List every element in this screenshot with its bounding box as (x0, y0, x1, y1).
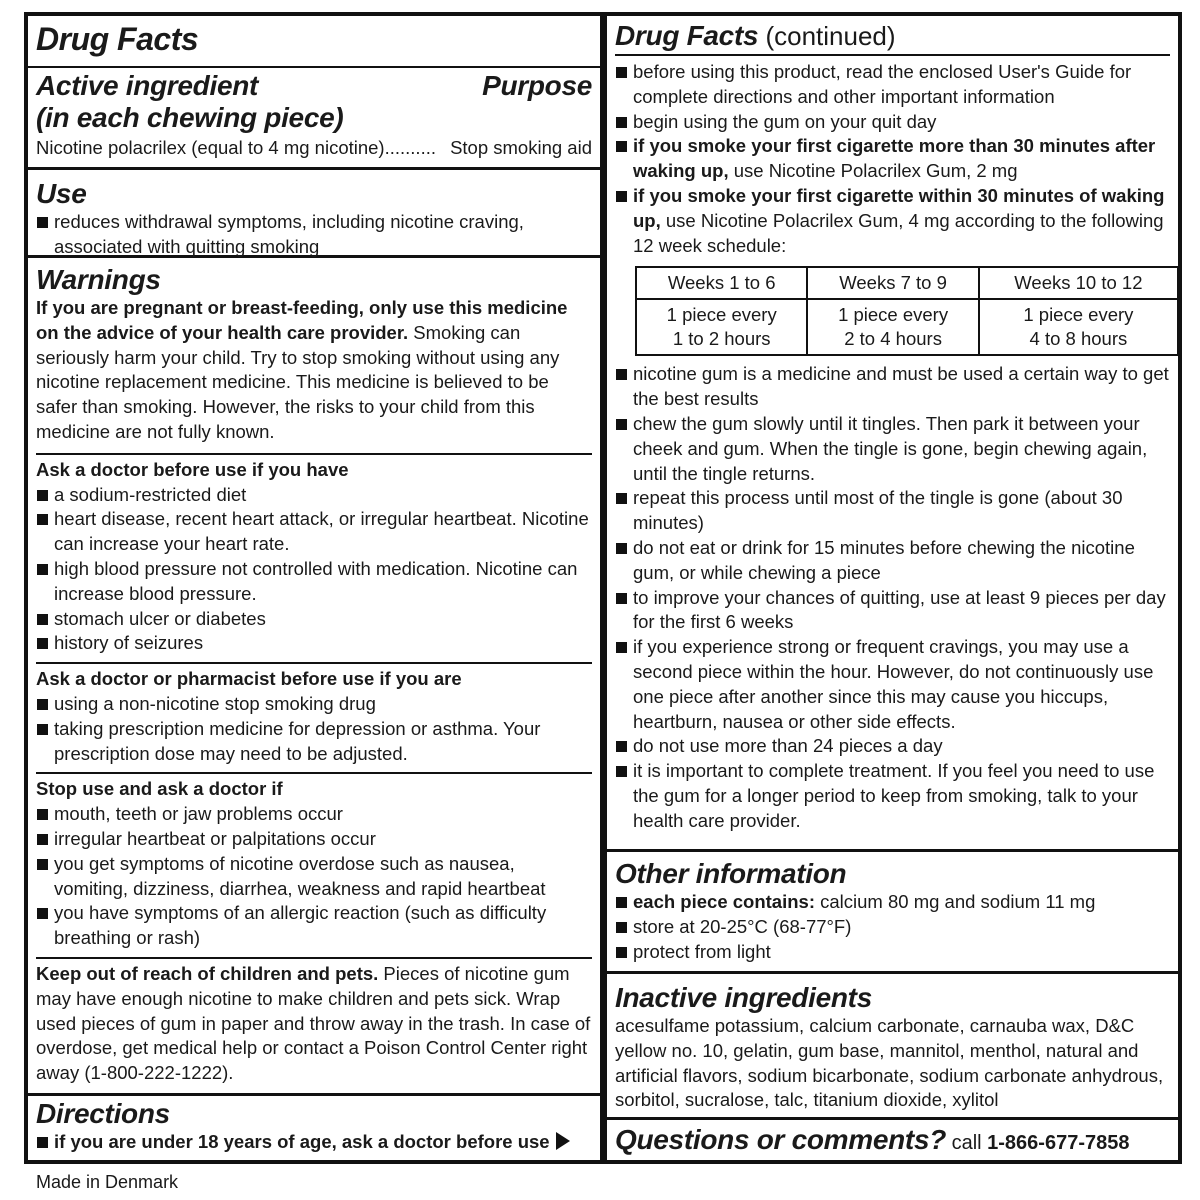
list-item: history of seizures (36, 631, 592, 656)
list-item: do not eat or drink for 15 minutes before chewing the nicotine gum, or while chewing a piece (615, 536, 1170, 586)
list-item: before using this product, read the enclosed User's Guide for complete directions and other important information (615, 60, 1170, 110)
stop-use-heading: Stop use and ask a doctor if (36, 778, 283, 800)
ingredient-name: Nicotine polacrilex (equal to 4 mg nicotine) (36, 137, 385, 158)
list-item: to improve your chances of quitting, use at least 9 pieces per day for the first 6 weeks (615, 586, 1170, 636)
use-heading: Use (36, 178, 87, 209)
list-item-text: use Nicotine Polacrilex Gum, 2 mg (728, 160, 1018, 182)
keep-out-of-reach (36, 957, 592, 1086)
use-section (28, 170, 600, 258)
questions-section (607, 1120, 1178, 1156)
use-list (36, 210, 592, 260)
list-item: you have symptoms of an allergic reaction (such as difficulty breathing or rash) (36, 901, 592, 951)
list-item (36, 1130, 592, 1155)
active-ingredient-subheading: (in each chewing piece) (36, 102, 344, 133)
table-row (636, 299, 1178, 355)
ask-doctor-heading: Ask a doctor before use if you have (36, 458, 349, 480)
dosing-schedule-table (635, 266, 1179, 356)
leader-dots: .......... (384, 137, 436, 158)
continued-section (607, 16, 1178, 852)
stop-use-list (36, 802, 592, 951)
keep-out-of-reach-text: Pieces of nicotine gum may have enough nicotine to make children and pets sick. Wrap used pieces of gum in paper and throw away in the trash. In case of overdose, get medical help or contact a Poison Control Center right away (1-800-222-1222). (36, 962, 591, 1084)
list-item: high blood pressure not controlled with medication. Nicotine can increase blood pressure. (36, 557, 592, 607)
list-item (615, 890, 1170, 915)
list-item: it is important to complete treatment. If you feel you need to use the gum for a longer period to keep from smoking, talk to your health care provider. (615, 759, 1170, 833)
ingredient-purpose: Stop smoking aid (450, 137, 592, 158)
list-item-bold: each piece contains: (633, 891, 815, 912)
drug-facts-left-panel (24, 12, 604, 1164)
stop-use-block (36, 772, 592, 951)
list-item: mouth, teeth or jaw problems occur (36, 802, 592, 827)
continued-label: (continued) (758, 21, 896, 51)
other-information-section (607, 852, 1178, 974)
list-item: taking prescription medicine for depression or asthma. Your prescription dose may need to be adjusted. (36, 717, 592, 767)
ask-doctor-list (36, 483, 592, 657)
list-item-bold: if you smoke your first cigarette more than 30 minutes after waking up, (633, 135, 1156, 182)
list-item: begin using the gum on your quit day (615, 110, 1170, 135)
inactive-ingredients-text: acesulfame potassium, calcium carbonate, carnauba wax, D&C yellow no. 10, gelatin, gum base, mannitol, menthol, natural and artificial flavors, sodium bicarbonate, sodium carbonate anhydrous, sorbitol, sucralose, talc, titanium dioxide, xylitol (615, 1015, 1164, 1111)
ask-pharmacist-block (36, 662, 592, 766)
inactive-ingredients-heading: Inactive ingredients (615, 982, 872, 1013)
list-item: do not use more than 24 pieces a day (615, 734, 1170, 759)
call-label: call (946, 1132, 988, 1154)
ask-doctor-block (36, 453, 592, 656)
active-ingredient-section (28, 68, 600, 170)
list-item: nicotine gum is a medicine and must be used a certain way to get the best results (615, 362, 1170, 412)
directions-continued-list (615, 60, 1170, 258)
ask-pharmacist-list (36, 692, 592, 766)
list-item-text: calcium 80 mg and sodium 11 mg (814, 891, 1096, 912)
list-item-text: use Nicotine Polacrilex Gum, 4 mg according to the following 12 week schedule: (633, 209, 1164, 256)
table-header-row (636, 267, 1178, 299)
warnings-heading: Warnings (36, 264, 161, 295)
table-cell: 1 piece every 1 to 2 hours (636, 299, 807, 355)
drug-facts-continued-title: Drug Facts (615, 20, 759, 51)
list-item-bold: if you smoke your first cigarette within 30 minutes of waking up, (633, 184, 1165, 231)
phone-number: 1-866-677-7858 (987, 1132, 1130, 1154)
table-cell: 1 piece every 2 to 4 hours (807, 299, 978, 355)
directions-item: if you are under 18 years of age, ask a doctor before use (54, 1131, 550, 1152)
drug-facts-right-panel (604, 12, 1182, 1164)
table-header-cell: Weeks 1 to 6 (636, 267, 807, 299)
list-item: you get symptoms of nicotine overdose such as nausea, vomiting, dizziness, diarrhea, weakness and rapid heartbeat (36, 852, 592, 902)
table-header-cell: Weeks 7 to 9 (807, 267, 978, 299)
list-item: irregular heartbeat or palpitations occur (36, 827, 592, 852)
list-item: heart disease, recent heart attack, or irregular heartbeat. Nicotine can increase your heart rate. (36, 507, 592, 557)
list-item: a sodium-restricted diet (36, 483, 592, 508)
pregnancy-warning-bold: If you are pregnant or breast-feeding, only use this medicine on the advice of your health care provider. (36, 297, 568, 343)
directions-section (28, 1096, 600, 1155)
pregnancy-warning (36, 296, 592, 445)
list-item (615, 184, 1170, 258)
inactive-ingredients-section (607, 974, 1178, 1120)
ask-pharmacist-heading: Ask a doctor or pharmacist before use if you are (36, 668, 462, 690)
title-section (28, 16, 600, 68)
list-item: stomach ulcer or diabetes (36, 607, 592, 632)
other-information-heading: Other information (615, 858, 847, 889)
list-item: chew the gum slowly until it tingles. Then park it between your cheek and gum. When the tingle is gone, begin chewing again, until the tingle returns. (615, 412, 1170, 486)
made-in-label: Made in Denmark (36, 1172, 179, 1192)
active-ingredient-heading: Active ingredient (36, 70, 259, 101)
list-item: using a non-nicotine stop smoking drug (36, 692, 592, 717)
drug-facts-title: Drug Facts (36, 21, 199, 57)
ingredient-row (36, 136, 592, 161)
table-cell: 1 piece every 4 to 8 hours (979, 299, 1178, 355)
list-item: protect from light (615, 940, 1170, 965)
questions-heading: Questions or comments? (615, 1124, 947, 1155)
directions-list (36, 1130, 592, 1155)
list-item: store at 20-25°C (68-77°F) (615, 915, 1170, 940)
directions-heading: Directions (36, 1098, 170, 1129)
table-header-cell: Weeks 10 to 12 (979, 267, 1178, 299)
usage-instructions-list (615, 362, 1170, 833)
warnings-section (28, 258, 600, 1096)
keep-out-of-reach-bold: Keep out of reach of children and pets. (36, 962, 379, 984)
pregnancy-warning-text: Smoking can seriously harm your child. Try to stop smoking without using any nicotine replacement medicine. This medicine is believed to be safer than smoking. However, the risks to your child from this medicine are not fully known. (36, 321, 560, 442)
list-item: reduces withdrawal symptoms, including nicotine craving, associated with quitting smoking (36, 210, 592, 260)
other-information-list (615, 890, 1170, 964)
list-item (615, 134, 1170, 184)
continue-arrow-icon (556, 1132, 570, 1150)
purpose-heading: Purpose (482, 70, 592, 101)
list-item: repeat this process until most of the tingle is gone (about 30 minutes) (615, 486, 1170, 536)
list-item: if you experience strong or frequent cravings, you may use a second piece within the hour. However, do not continuously use one piece after another since this may cause you hiccups, heartburn, nausea or other side effects. (615, 635, 1170, 734)
